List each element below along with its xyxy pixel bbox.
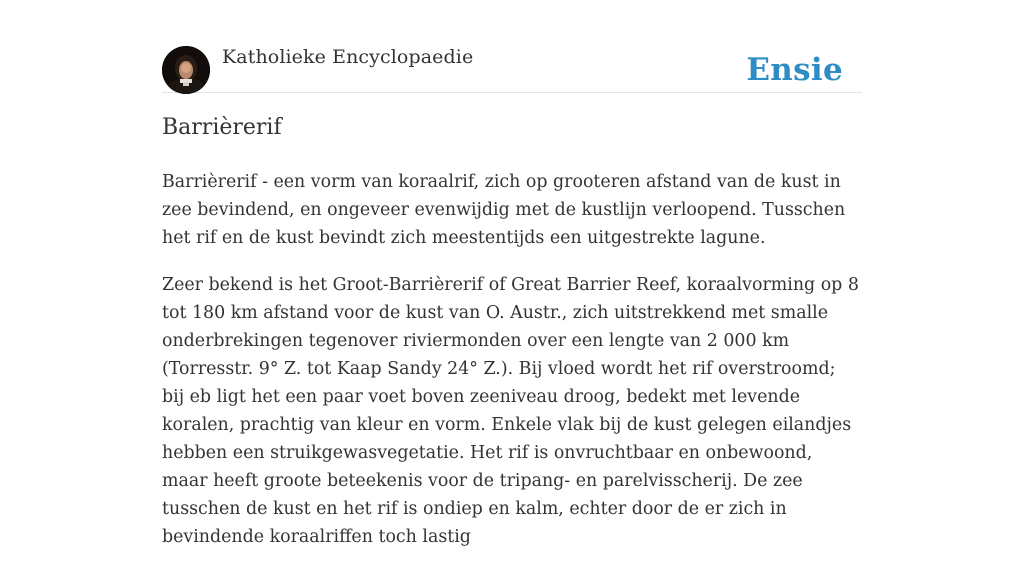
article-paragraph: Zeer bekend is het Groot-Barrièrerif of Great Barrier Reef, koraalvorming op 8 tot 180 km afstand voor de kust van O. Austr., zich uitstrekkend met smalle onderbrekingen tegenover riviermonden over een lengte van 2 000 km (Torresstr. 9° Z. tot Kaap Sandy 24° Z.). Bij vloed wordt het rif overstroomd; bij eb ligt het een paar voet boven zeeniveau droog, bedekt met levende koralen, prachtig van kleur en vorm. Enkele vlak bij de kust gelegen eilandjes hebben een struikgewasvegetatie. Het rif is onvruchtbaar en onbewoond, maar heeft groote beteekenis voor de tripang- en parelvisscherij. De zee tusschen de kust en het rif is ondiep en kalm, echter door de er zich in bevindende koraalriffen toch lastig [162,275,859,547]
article-paragraph: Barrièrerif - een vorm van koraalrif, zich op grooteren afstand van de kust in zee bevindend, en ongeveer evenwijdig met de kustlijn verloopend. Tusschen het rif en de kust bevindt zich meestentijds een uitgestrekte lagune. [162,172,846,248]
portrait-icon [162,46,210,94]
article-page [162,0,862,547]
header [162,0,862,93]
source-name[interactable]: Katholieke Encyclopaedie [222,46,474,68]
article-body [162,168,862,570]
brand-logo[interactable]: Ensie [746,52,843,88]
article-title: Barrièrerif [162,115,282,140]
portrait-avatar[interactable] [162,46,210,94]
